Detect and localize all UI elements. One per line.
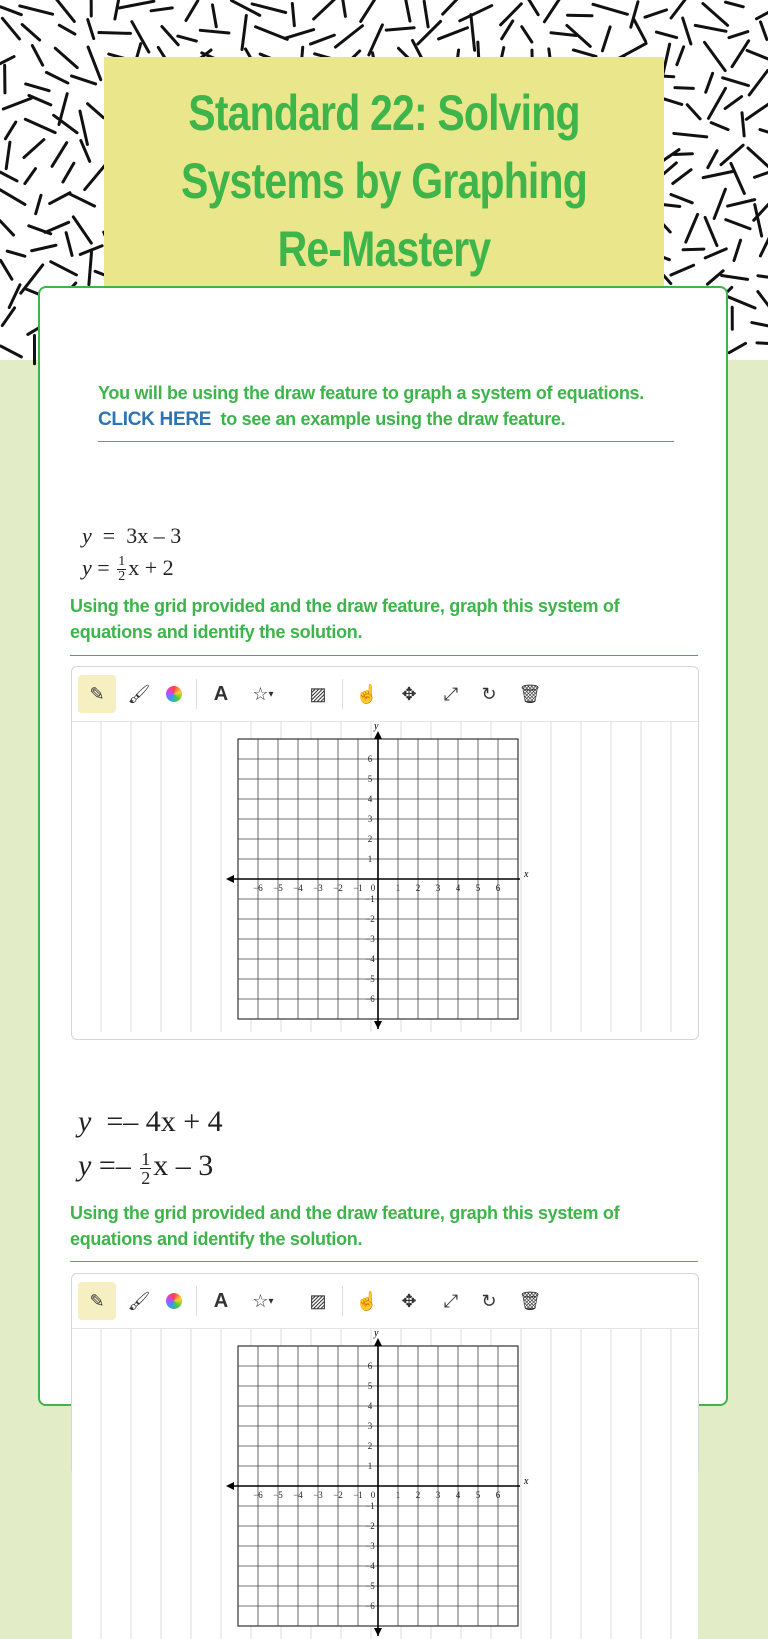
pattern-dash: [551, 33, 576, 36]
pattern-dash: [25, 169, 36, 184]
equation-2b: y =– $\frac{1}{2}$ x – 3: [78, 1144, 223, 1188]
pattern-dash: [119, 1, 154, 8]
pattern-dash: [63, 163, 74, 182]
equation-system-1: [82, 520, 181, 584]
pattern-dash: [178, 36, 197, 41]
color-wheel-icon[interactable]: [155, 1282, 193, 1320]
y-tick-label: −3: [365, 1541, 375, 1551]
pattern-dash: [242, 16, 246, 50]
pattern-dash: [151, 8, 172, 11]
x-tick-label: 6: [496, 1490, 501, 1500]
pattern-dash: [708, 88, 725, 118]
pattern-dash: [0, 7, 21, 15]
pattern-dash: [0, 57, 14, 65]
pattern-dash: [749, 71, 767, 95]
pattern-dash: [232, 1, 260, 16]
y-tick-label: 1: [368, 1461, 373, 1471]
pattern-dash: [726, 220, 750, 229]
pattern-dash: [200, 30, 229, 33]
pattern-dash: [721, 145, 743, 164]
pattern-dash: [0, 221, 14, 236]
y-tick-label: 4: [368, 1401, 373, 1411]
pattern-dash: [673, 170, 691, 184]
pencil-icon[interactable]: ✎: [78, 1282, 116, 1320]
pattern-dash: [2, 18, 19, 39]
brush-icon[interactable]: 🖌: [120, 675, 158, 713]
trash-icon[interactable]: 🗑: [511, 675, 549, 713]
pattern-dash: [66, 233, 72, 256]
pattern-dash: [525, 0, 538, 15]
x-tick-label: −2: [333, 883, 343, 893]
pattern-dash: [54, 0, 74, 21]
draw-canvas[interactable]: [72, 1329, 698, 1639]
pattern-dash: [573, 50, 596, 56]
pattern-dash: [705, 249, 726, 258]
star-shape-icon[interactable]: ☆ ▾: [244, 675, 282, 713]
y-tick-label: −6: [365, 994, 375, 1004]
pattern-dash: [252, 4, 286, 13]
x-tick-label: −4: [293, 1490, 303, 1500]
y-tick-label: −5: [365, 1581, 375, 1591]
pattern-dash: [757, 343, 768, 344]
pattern-dash: [32, 46, 42, 66]
x-tick-label: −2: [333, 1490, 343, 1500]
worksheet-card: [38, 286, 728, 1406]
pattern-dash: [55, 48, 77, 67]
x-tick-label: −5: [273, 883, 283, 893]
x-tick-label: −4: [293, 883, 303, 893]
pattern-dash: [2, 308, 14, 326]
pattern-dash: [674, 133, 707, 136]
pattern-dash: [213, 5, 217, 27]
pattern-dash: [677, 47, 684, 65]
pattern-dash: [758, 292, 768, 311]
pattern-dash: [361, 0, 377, 21]
y-tick-label: 2: [368, 834, 373, 844]
pattern-dash: [6, 142, 10, 169]
pattern-dash: [72, 76, 96, 84]
x-tick-label: 3: [436, 1490, 441, 1500]
hand-icon[interactable]: ☝: [348, 675, 386, 713]
x-tick-label: −3: [313, 1490, 323, 1500]
x-tick-label: −6: [253, 883, 263, 893]
pattern-dash: [760, 130, 768, 137]
x-tick-label: −1: [353, 1490, 363, 1500]
pattern-dash: [88, 104, 104, 118]
pattern-dash: [754, 170, 768, 177]
pattern-dash: [746, 101, 768, 119]
y-tick-label: 5: [368, 774, 373, 784]
y-tick-label: 2: [368, 1441, 373, 1451]
equation-2a: y =– 4x + 4: [78, 1100, 223, 1144]
instruction-1: Using the grid provided and the draw feature, graph this system of equations and identify the solution.: [70, 593, 670, 645]
x-tick-label: 4: [456, 1490, 461, 1500]
pattern-dash: [671, 265, 694, 275]
pattern-dash: [748, 148, 768, 171]
pattern-dash: [99, 33, 131, 34]
color-wheel-icon[interactable]: [155, 675, 193, 713]
y-axis-arrow: [374, 1338, 382, 1346]
pattern-dash: [703, 4, 728, 26]
y-axis-label: y: [373, 1328, 379, 1339]
y-tick-label: 6: [368, 1361, 373, 1371]
image-icon[interactable]: ▨: [299, 1282, 337, 1320]
pattern-dash: [26, 84, 49, 91]
trash-icon[interactable]: 🗑: [511, 1282, 549, 1320]
click-here-link[interactable]: CLICK HERE: [98, 409, 211, 430]
pattern-dash: [671, 194, 692, 202]
y-tick-label: 3: [368, 1421, 373, 1431]
pattern-dash: [52, 143, 67, 167]
pattern-dash: [386, 28, 414, 30]
drawing-tool-1[interactable]: [71, 666, 699, 1040]
pattern-dash: [20, 6, 53, 14]
pencil-icon[interactable]: ✎: [78, 675, 116, 713]
pattern-dash: [424, 1, 428, 27]
pattern-dash: [24, 140, 44, 158]
expand-icon[interactable]: ⤢: [432, 1282, 470, 1320]
pattern-dash: [22, 25, 39, 40]
pattern-dash: [645, 10, 667, 17]
pattern-dash: [656, 32, 676, 38]
pattern-dash: [310, 35, 334, 44]
intro-divider: [98, 441, 674, 442]
pattern-dash: [1, 260, 12, 279]
y-tick-label: −1: [365, 894, 375, 904]
x-axis-label: x: [523, 1476, 529, 1487]
pattern-dash: [722, 275, 748, 279]
coordinate-grid: [72, 722, 698, 1032]
y-axis-arrow: [374, 1021, 382, 1029]
brush-icon[interactable]: 🖌: [120, 1282, 158, 1320]
intro-text: You will be using the draw feature to graph a system of equations. CLICK HERE to see an example using the draw feature.: [98, 380, 674, 433]
pattern-dash: [747, 50, 768, 59]
pattern-dash: [186, 1, 198, 21]
x-tick-label: −1: [353, 883, 363, 893]
draw-canvas[interactable]: [72, 722, 698, 1032]
pattern-dash: [471, 15, 475, 51]
pattern-dash: [711, 123, 728, 130]
coordinate-grid: [72, 1329, 698, 1639]
x-tick-label: 0: [371, 883, 376, 893]
y-tick-label: −4: [365, 954, 375, 964]
pattern-dash: [723, 78, 749, 86]
pattern-dash: [752, 323, 768, 327]
pattern-dash: [292, 4, 294, 26]
pattern-dash: [59, 25, 75, 34]
pattern-dash: [714, 189, 725, 218]
text-icon[interactable]: A: [202, 1282, 240, 1320]
y-axis-label: y: [373, 721, 379, 732]
text-icon[interactable]: A: [202, 675, 240, 713]
pattern-dash: [0, 188, 25, 205]
image-icon[interactable]: ▨: [299, 675, 337, 713]
pattern-dash: [443, 0, 457, 14]
y-tick-label: 1: [368, 854, 373, 864]
pattern-dash: [460, 6, 492, 21]
y-tick-label: −5: [365, 974, 375, 984]
x-axis-arrow: [226, 1482, 234, 1490]
x-tick-label: 2: [416, 1490, 421, 1500]
pattern-dash: [3, 98, 31, 109]
x-tick-label: −5: [273, 1490, 283, 1500]
expand-icon[interactable]: ⤢: [432, 675, 470, 713]
pattern-dash: [602, 27, 610, 51]
pattern-dash: [5, 122, 15, 139]
pattern-dash: [761, 22, 767, 39]
pattern-dash: [115, 0, 120, 19]
pattern-dash: [728, 200, 755, 206]
pattern-dash: [73, 217, 91, 243]
x-tick-label: 5: [476, 883, 481, 893]
pattern-dash: [29, 95, 51, 104]
x-tick-label: −3: [313, 883, 323, 893]
y-tick-label: −3: [365, 934, 375, 944]
pattern-dash: [674, 154, 692, 155]
pattern-dash: [593, 4, 627, 14]
pattern-dash: [46, 72, 67, 83]
divider-2: [70, 1261, 698, 1262]
pattern-dash: [756, 9, 768, 19]
pattern-dash: [758, 276, 768, 279]
title-banner: [104, 57, 664, 297]
pattern-dash: [256, 27, 288, 40]
pattern-dash: [51, 262, 77, 275]
pattern-dash: [683, 18, 691, 44]
pattern-dash: [54, 115, 77, 132]
move-icon[interactable]: ✥: [390, 1282, 428, 1320]
pattern-dash: [88, 47, 101, 80]
x-tick-label: 5: [476, 1490, 481, 1500]
move-icon[interactable]: ✥: [390, 675, 428, 713]
pattern-dash: [567, 15, 591, 16]
pattern-dash: [683, 249, 704, 250]
pattern-dash: [544, 0, 561, 22]
pattern-dash: [742, 113, 744, 136]
pattern-dash: [725, 2, 743, 7]
x-tick-label: 1: [396, 883, 401, 893]
draw-toolbar: [72, 1274, 698, 1329]
pattern-dash: [405, 0, 410, 21]
pattern-dash: [729, 343, 745, 352]
pattern-dash: [705, 217, 717, 245]
pattern-dash: [1, 346, 22, 357]
draw-toolbar: [72, 667, 698, 722]
pattern-dash: [725, 97, 742, 109]
pattern-dash: [675, 88, 693, 89]
pattern-dash: [695, 25, 726, 31]
pattern-dash: [522, 27, 532, 42]
x-tick-label: 0: [371, 1490, 376, 1500]
x-tick-label: 3: [436, 883, 441, 893]
pattern-dash: [0, 168, 17, 181]
x-tick-label: −6: [253, 1490, 263, 1500]
x-tick-label: 4: [456, 883, 461, 893]
divider-1: [70, 655, 698, 656]
pattern-dash: [50, 193, 70, 204]
redo-icon[interactable]: ↻: [470, 1282, 508, 1320]
pattern-dash: [32, 245, 56, 250]
y-axis-arrow: [374, 731, 382, 739]
y-tick-label: −6: [365, 1601, 375, 1611]
drawing-tool-2[interactable]: [71, 1273, 699, 1475]
pattern-dash: [706, 73, 713, 92]
pattern-dash: [634, 19, 646, 42]
pattern-dash: [45, 222, 69, 232]
instruction-2: Using the grid provided and the draw feature, graph this system of equations and identify the solution.: [70, 1200, 670, 1252]
x-axis-label: x: [523, 869, 529, 880]
pattern-dash: [755, 205, 762, 236]
pattern-dash: [314, 0, 336, 19]
y-tick-label: 4: [368, 794, 373, 804]
pattern-dash: [369, 25, 383, 55]
pattern-dash: [703, 171, 734, 178]
pattern-dash: [707, 271, 723, 284]
x-axis-arrow: [226, 875, 234, 883]
y-axis-arrow: [374, 1628, 382, 1636]
y-tick-label: −4: [365, 1561, 375, 1571]
y-tick-label: −2: [365, 1521, 375, 1531]
x-tick-label: 2: [416, 883, 421, 893]
page-title: Standard 22: Solving Systems by Graphing Re-Mastery: [154, 79, 613, 283]
y-tick-label: 5: [368, 1381, 373, 1391]
pattern-dash: [731, 163, 744, 193]
equation-system-2: [78, 1100, 223, 1188]
y-tick-label: 6: [368, 754, 373, 764]
pattern-dash: [732, 41, 749, 67]
pattern-dash: [335, 26, 362, 47]
redo-icon[interactable]: ↻: [470, 675, 508, 713]
pattern-dash: [25, 119, 55, 132]
equation-1a: y = 3x – 3: [82, 520, 181, 552]
y-tick-label: −1: [365, 1501, 375, 1511]
pattern-dash: [89, 252, 92, 285]
star-shape-icon[interactable]: ☆ ▾: [244, 1282, 282, 1320]
equation-1b: y = $\frac{1}{2}$ x + 2: [82, 552, 181, 584]
pattern-dash: [9, 285, 20, 308]
pattern-dash: [88, 20, 94, 39]
pattern-dash: [729, 32, 748, 38]
pattern-dash: [36, 195, 41, 213]
pattern-dash: [70, 194, 95, 206]
x-tick-label: 1: [396, 1490, 401, 1500]
pattern-dash: [686, 214, 698, 242]
x-tick-label: 6: [496, 883, 501, 893]
y-tick-label: −2: [365, 914, 375, 924]
pattern-dash: [7, 251, 25, 256]
pattern-dash: [671, 0, 690, 18]
pattern-dash: [439, 28, 468, 39]
hand-icon[interactable]: ☝: [348, 1282, 386, 1320]
pattern-dash: [708, 151, 717, 168]
pattern-dash: [687, 105, 700, 119]
y-tick-label: 3: [368, 814, 373, 824]
pattern-dash: [734, 240, 741, 260]
pattern-dash: [704, 42, 725, 70]
pattern-dash: [162, 27, 178, 45]
pattern-dash: [342, 0, 345, 16]
pattern-dash: [285, 30, 314, 39]
